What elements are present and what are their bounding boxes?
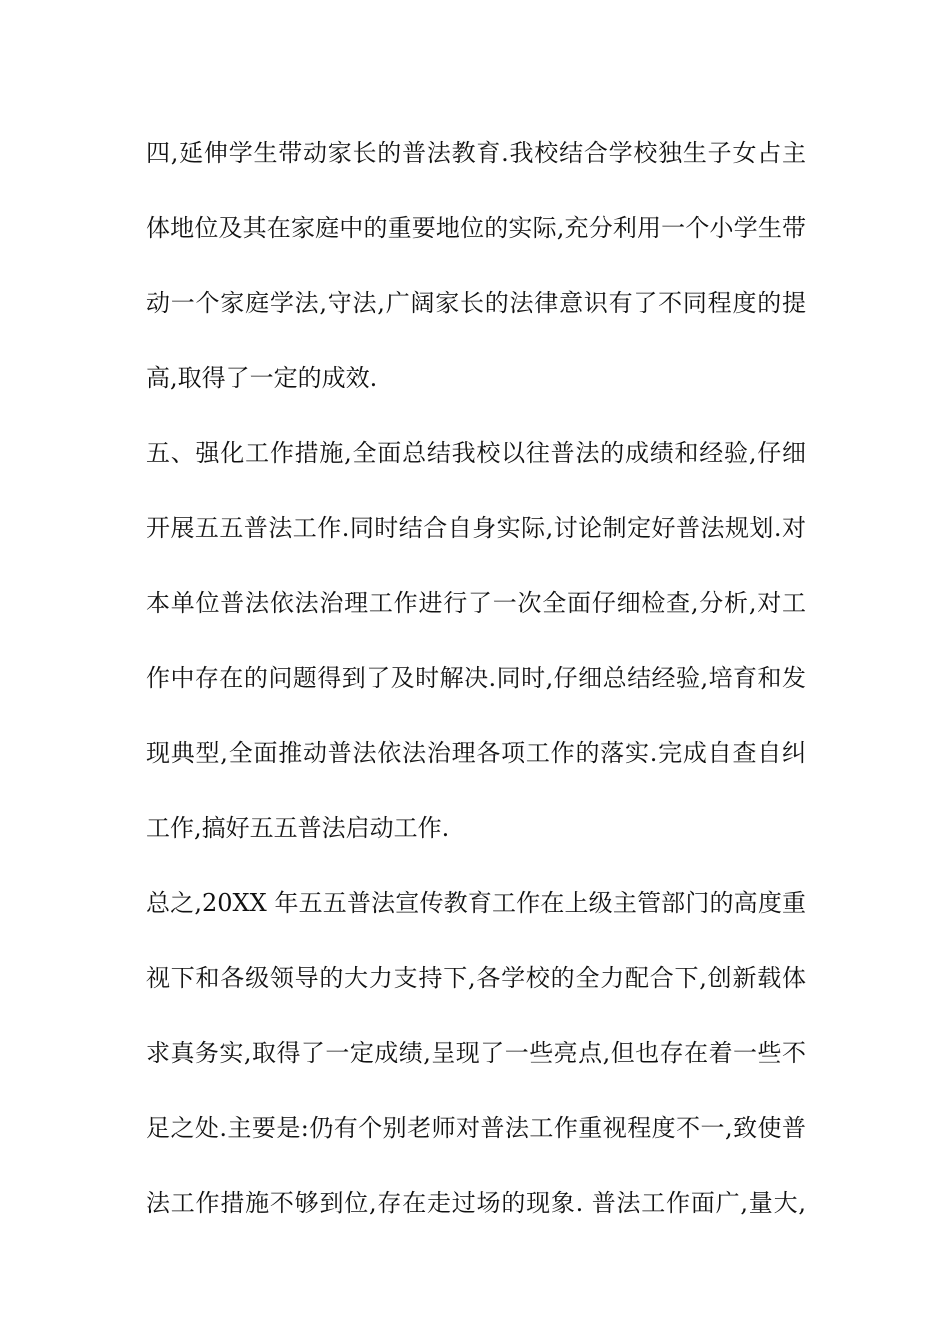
text-line: 开展五五普法工作.同时结合自身实际,讨论制定好普法规划.对 [146, 514, 806, 542]
text-line: 工作,搞好五五普法启动工作. [146, 814, 450, 842]
text-line: 体地位及其在家庭中的重要地位的实际,充分利用一个小学生带 [146, 214, 806, 242]
text-line: 总之,20XX 年五五普法宣传教育工作在上级主管部门的高度重 [146, 889, 806, 917]
text-line: 现典型,全面推动普法依法治理各项工作的落实.完成自查自纠 [146, 739, 806, 767]
text-line: 求真务实,取得了一定成绩,呈现了一些亮点,但也存在着一些不 [146, 1039, 806, 1067]
text-line: 动一个家庭学法,守法,广阔家长的法律意识有了不同程度的提 [146, 289, 806, 317]
text-line: 视下和各级领导的大力支持下,各学校的全力配合下,创新载体 [146, 964, 806, 992]
text-line: 法工作措施不够到位,存在走过场的现象. 普法工作面广,量大, [146, 1189, 806, 1217]
text-line: 五、强化工作措施,全面总结我校以往普法的成绩和经验,仔细 [146, 439, 806, 467]
text-line: 足之处.主要是:仍有个别老师对普法工作重视程度不一,致使普 [146, 1114, 806, 1142]
text-line: 四,延伸学生带动家长的普法教育.我校结合学校独生子女占主 [146, 139, 806, 167]
text-line: 高,取得了一定的成效. [146, 364, 378, 392]
text-line: 作中存在的问题得到了及时解决.同时,仔细总结经验,培育和发 [146, 664, 806, 692]
text-line: 本单位普法依法治理工作进行了一次全面仔细检查,分析,对工 [146, 589, 806, 617]
